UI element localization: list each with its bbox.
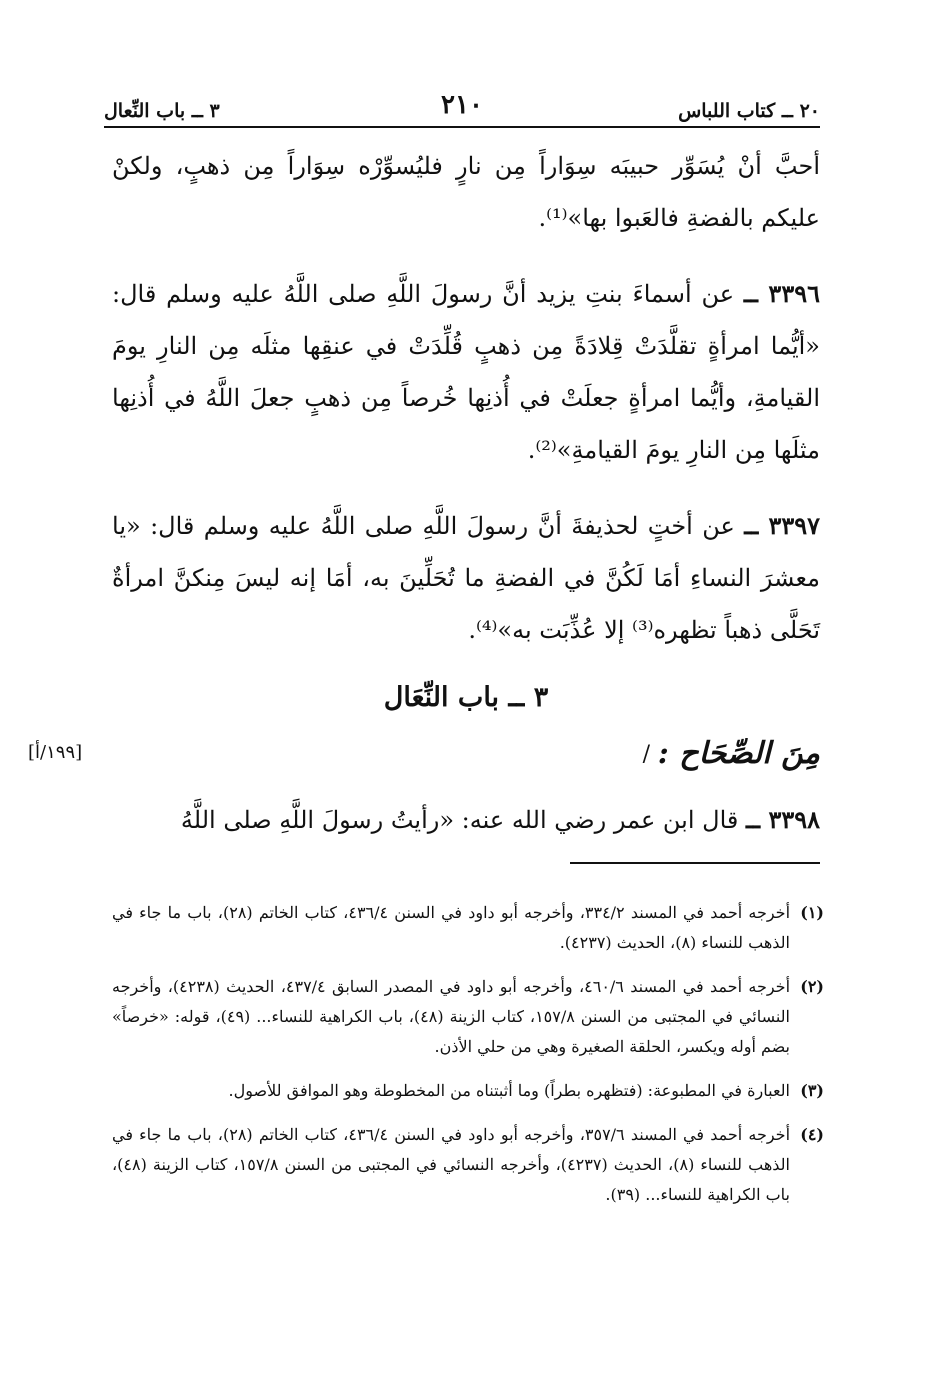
manuscript-folio-marker: [١٩٩/أ] [28,742,83,763]
footnote-number: (٤) [800,1125,824,1144]
hadith-3398 [112,794,820,846]
folio-separator: / [642,742,650,767]
hadith-text: عن أختٍ لحذيفةَ أنَّ رسولَ اللَّهِ صلى اللَّهُ عليه وسلم قال: «يا معشرَ النساءِ أمَا لَكُنَّ في الفضةِ ما تُحَلِّينَ به، أمَا إنه ليسَ مِنكنَّ امرأةٌ تَحَلَّى ذهباً تظهره⁽³⁾ إلا عُذِّبَت به»⁽⁴⁾. [112,512,820,644]
running-header [104,88,820,128]
header-book-title: ٢٠ ــ كتاب اللباس [678,100,820,122]
footnote [112,898,824,958]
footnote-text: أخرجه أحمد في المسند ٣٥٧/٦، وأخرجه أبو داود في السنن ٤٣٦/٤، كتاب الخاتم (٢٨)، باب ما جاء في الذهب للنساء (٨)، الحديث (٤٢٣٧)، وأخرجه النسائي في المجتبى من السنن ١٥٧/٨، كتاب الزينة (٤٨)، باب الكراهية للنساء... (٣٩). [112,1125,791,1204]
hadith-number: ٣٣٩٦ ــ [743,279,820,308]
footnote-text: أخرجه أحمد في المسند ٤٦٠/٦، وأخرجه أبو داود في المصدر السابق ٤٣٧/٤، الحديث (٤٢٣٨)، وأخرجه النسائي في المجتبى من السنن ١٥٧/٨، كتاب الزينة (٤٨)، باب الكراهية للنساء... (٤٩)، قوله: «خرصاً» بضم أوله ويكسر، الحلقة الصغيرة وهي من حلي الأذن. [112,977,791,1056]
footnote-separator [570,862,820,864]
hadith-3397 [112,500,820,656]
footnote [112,1120,824,1210]
section-heading-sahah: مِنَ الصِّحَاح : [657,736,820,771]
footnote-number: (١) [800,903,824,922]
footnote-number: (٢) [800,977,824,996]
hadith-number: ٣٣٩٧ ــ [744,511,820,540]
paragraph-continuation [112,140,820,244]
footnote-number: (٣) [800,1081,824,1100]
header-chapter-title: ٣ ــ باب النِّعال [104,100,220,122]
hadith-text: عن أسماءَ بنتِ يزيد أنَّ رسولَ اللَّهِ صلى اللَّهُ عليه وسلم قال: «أيُّما امرأةٍ تقلَّدَتْ قِلادَةً مِن ذهبٍ قُلِّدَتْ في عنقِها مثلَه مِن النارِ يومَ القيامةِ، وأيُّما امرأةٍ جعلَتْ في أُذنِها خُرصاً مِن ذهبٍ جعلَ اللَّهُ في أُذنِها مثلَها مِن النارِ يومَ القيامةِ»⁽²⁾. [112,280,820,464]
paragraph-text: أحبَّ أنْ يُسَوِّر حبيبَه سِوَاراً مِن نارٍ فليُسوِّرْه سِوَاراً مِن ذهبٍ، ولكنْ عليكم بالفضةِ فالعَبوا بها»⁽¹⁾. [112,152,820,232]
main-text [112,140,820,680]
footnotes [112,898,824,1224]
section-heading-line [28,736,820,786]
footnote [112,1076,824,1106]
hadith-text: قال ابن عمر رضي الله عنه: «رأيتُ رسولَ اللَّهِ صلى اللَّهُ [180,806,739,834]
footnote [112,972,824,1062]
footnote-text: أخرجه أحمد في المسند ٣٣٤/٢، وأخرجه أبو داود في السنن ٤٣٦/٤، كتاب الخاتم (٢٨)، باب ما جاء في الذهب للنساء (٨)، الحديث (٤٢٣٧). [112,903,791,952]
footnote-text: العبارة في المطبوعة: (فتظهره بطراً) وما أثبتناه من المخطوطة وهو الموافق للأصول. [228,1081,790,1100]
page-number: ٢١٠ [441,90,483,120]
chapter-heading: ٣ ــ باب النِّعَال [383,682,549,713]
hadith-number: ٣٣٩٨ ــ [746,805,820,834]
hadith-3396 [112,268,820,476]
